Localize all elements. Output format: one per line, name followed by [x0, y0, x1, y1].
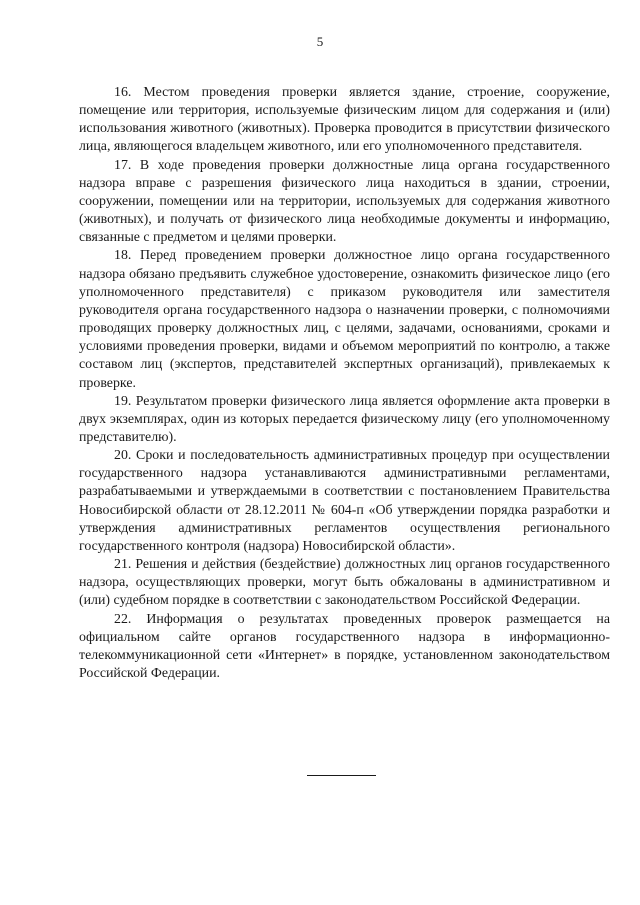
- paragraph-20: 20. Сроки и последовательность административных процедур при осуществлении государственного надзора устанавливаются административными регламентами, разрабатываемыми и утверждаемыми в соответствии с постановлением Правительства Новосибирской области от 28.12.2011 № 604-п «Об утверждении порядка разработки и утверждения административных регламентов осуществления регионального государственного контроля (надзора) Новосибирской области».: [79, 448, 610, 554]
- paragraph-19: 19. Результатом проверки физического лица является оформление акта проверки в двух экземплярах, один из которых передается физическому лицу (его уполномоченному представителю).: [79, 393, 610, 445]
- paragraph-17: 17. В ходе проведения проверки должностные лица органа государственного надзора вправе с разрешения физического лица находиться в здании, строении, сооружении, помещении или на территории, используемых для содержания животного (животных), и получать от физического лица необходимые документы и информацию, связанные с предметом и целями проверки.: [79, 157, 610, 246]
- paragraph-18: 18. Перед проведением проверки должностное лицо органа государственного надзора обязано предъявить служебное удостоверение, ознакомить физическое лицо (его уполномоченного представителя) с приказом руководителя или заместителя руководителя органа государственного надзора о назначении проверки, с полномочиями проводящих проверку должностных лиц, с целями, задачами, основаниями, сроками и условиями проведения проверки, видами и объемом мероприятий по контролю, а также составом лиц (экспертов, представителей экспертных организаций), привлекаемых к проверке.: [79, 248, 610, 391]
- document-body: [79, 84, 610, 683]
- paragraph-22: 22. Информация о результатах проведенных проверок размещается на официальном сайте органов государственного надзора в информационно-телекоммуникационной сети «Интернет» в порядке, установленном законодательством Российской Федерации.: [79, 611, 610, 681]
- page-number: 5: [316, 34, 324, 49]
- paragraph-16: 16. Местом проведения проверки является здание, строение, сооружение, помещение или территория, используемые физическим лицом для содержания и (или) использования животного (животных). Проверка проводится в присутствии физического лица, являющегося владельцем животного, или его уполномоченного представителя.: [79, 85, 610, 155]
- end-of-document-rule: [307, 775, 376, 776]
- paragraph-21: 21. Решения и действия (бездействие) должностных лиц органов государственного надзора, осуществляющих проверки, могут быть обжалованы в административном и (или) судебном порядке в соответствии с законодательством Российской Федерации.: [79, 557, 610, 609]
